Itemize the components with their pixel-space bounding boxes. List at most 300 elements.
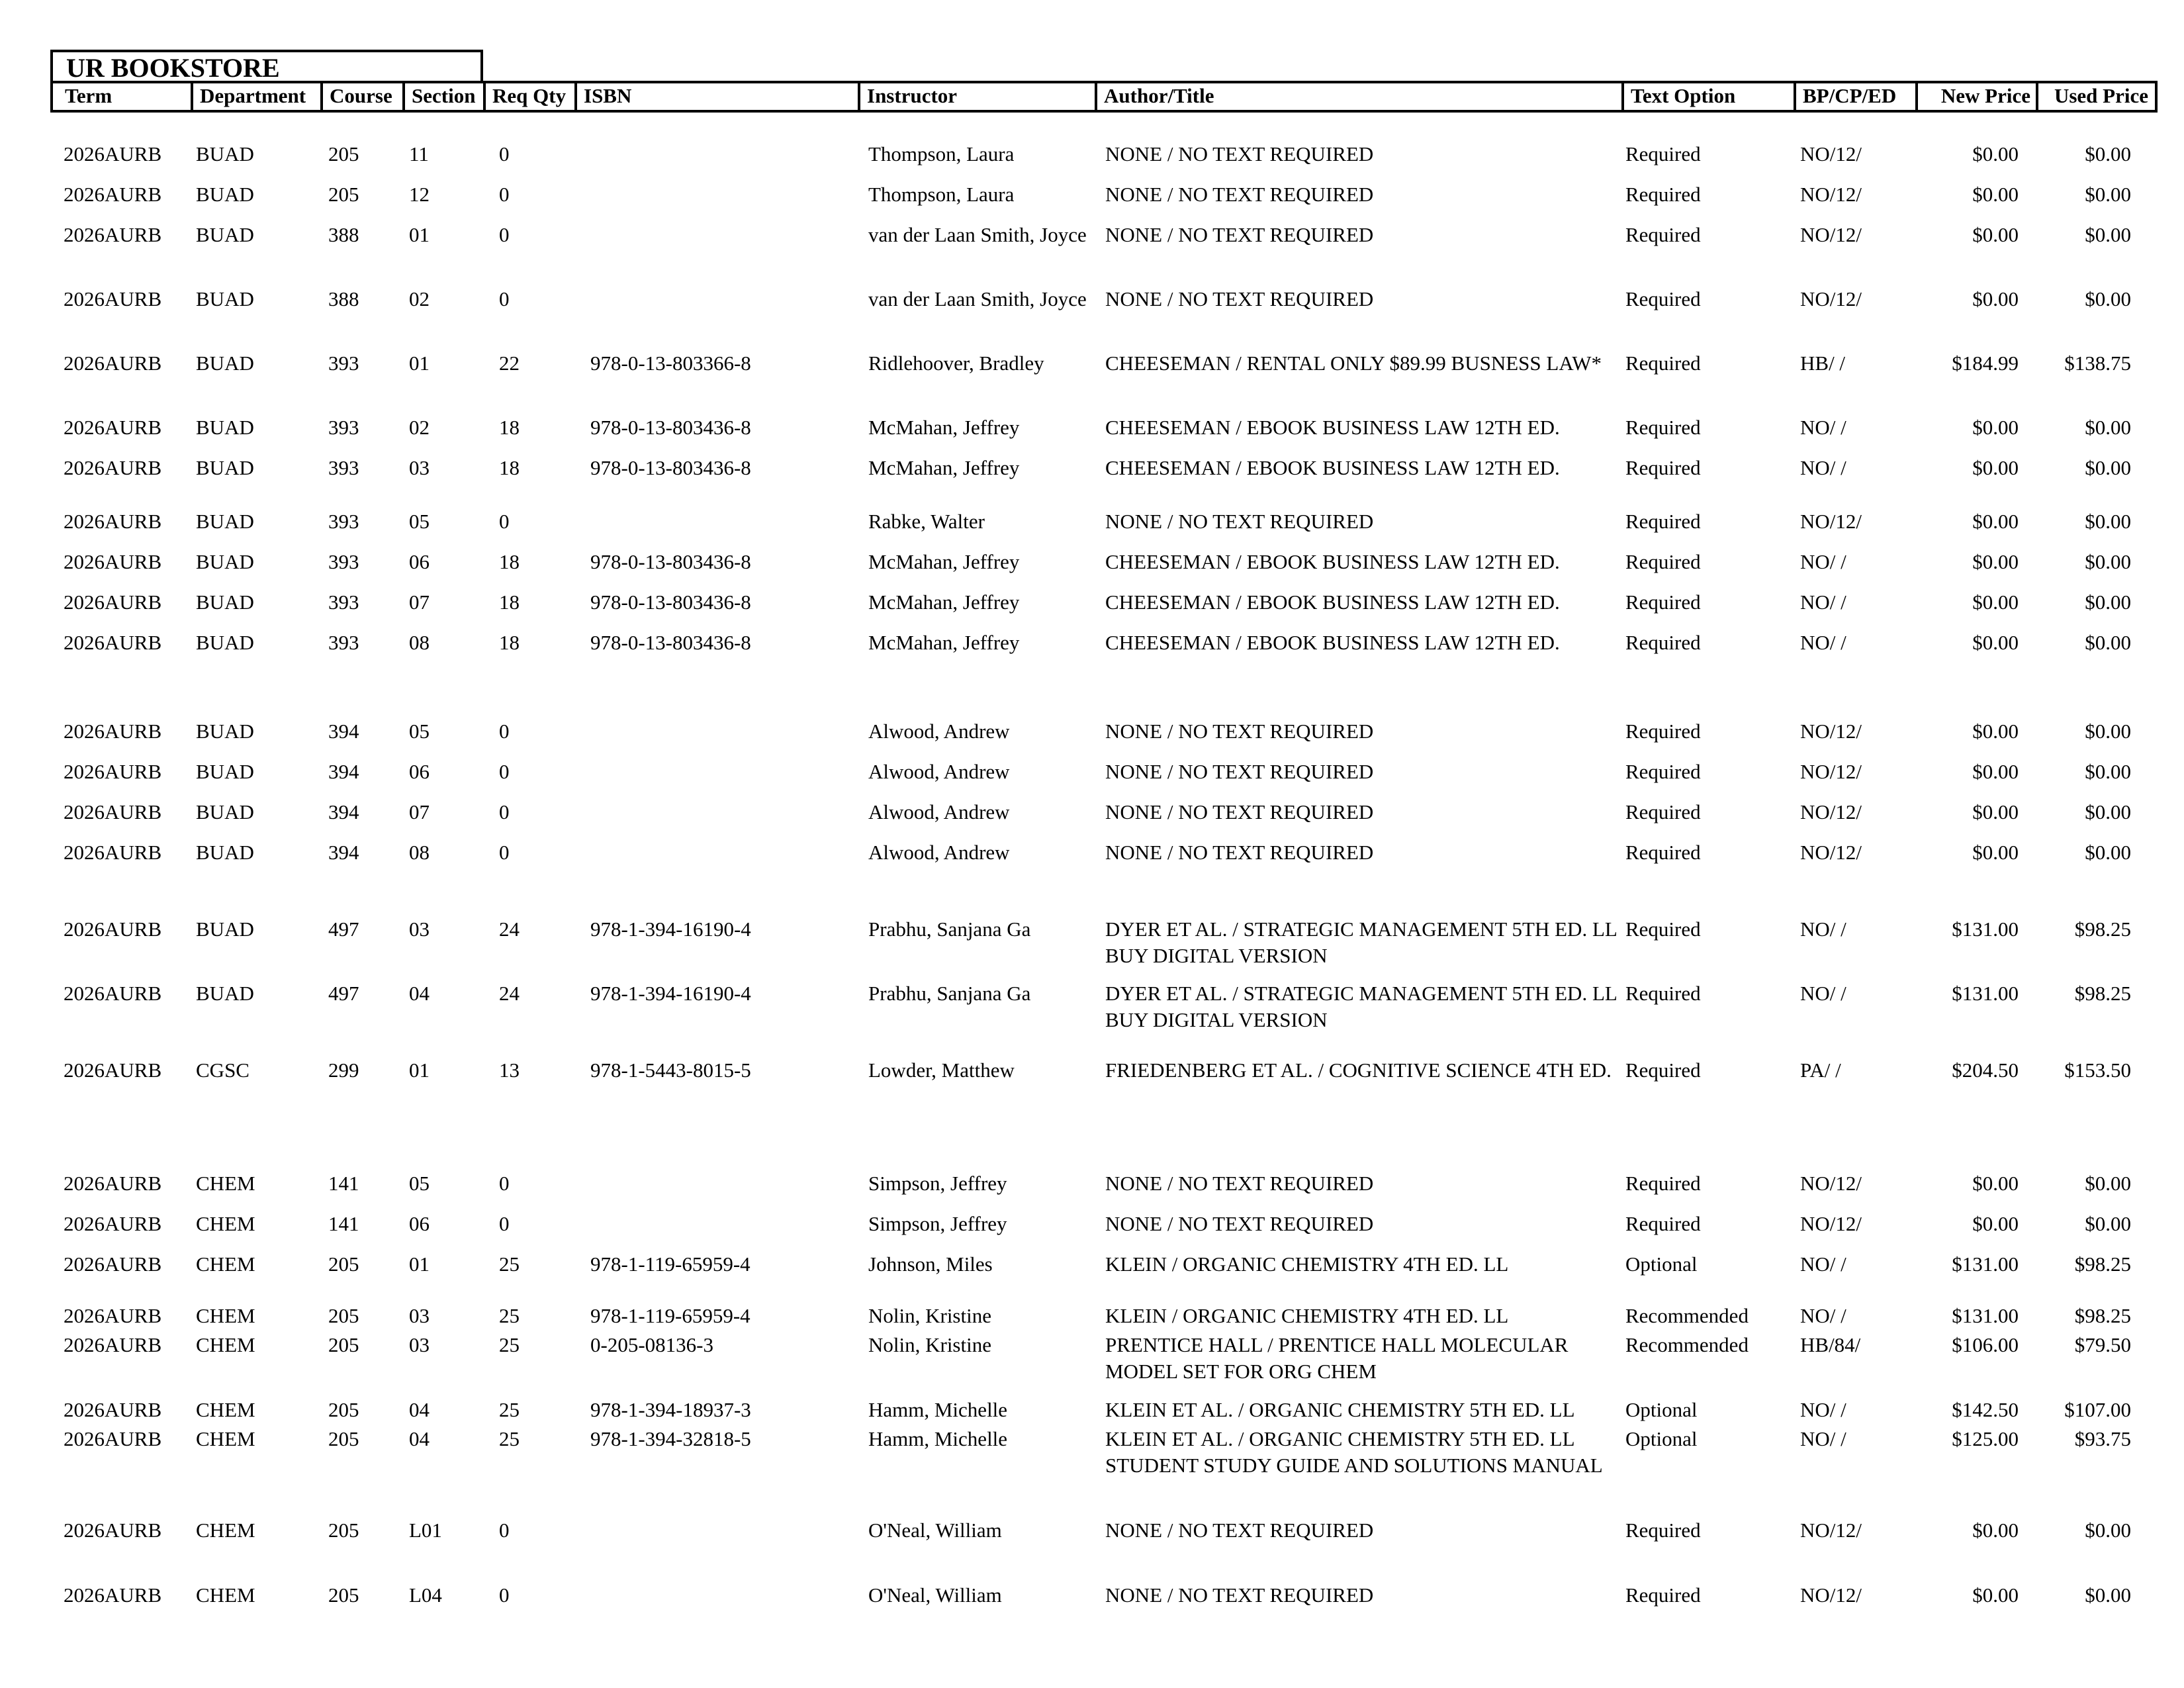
cell-section: 01 bbox=[409, 1252, 430, 1276]
cell-used: $98.25 bbox=[2074, 917, 2131, 941]
cell-instructor: Hamm, Michelle bbox=[868, 1427, 1008, 1450]
cell-bp: NO/ / bbox=[1800, 416, 1846, 439]
cell-isbn: 978-0-13-803436-8 bbox=[590, 550, 751, 573]
report-title: UR BOOKSTORE bbox=[66, 53, 280, 83]
cell-section: 03 bbox=[409, 1333, 430, 1356]
cell-qty: 0 bbox=[499, 142, 510, 165]
cell-isbn: 978-1-119-65959-4 bbox=[590, 1304, 751, 1327]
cell-option: Required bbox=[1625, 1058, 1701, 1082]
cell-qty: 25 bbox=[499, 1427, 520, 1450]
cell-qty: 0 bbox=[499, 1172, 510, 1195]
cell-section: 03 bbox=[409, 1304, 430, 1327]
cell-new: $0.00 bbox=[1972, 456, 2019, 479]
cell-title: FRIEDENBERG ET AL. / COGNITIVE SCIENCE 4TH ED. bbox=[1105, 1058, 1612, 1082]
cell-course: 205 bbox=[328, 1398, 359, 1421]
cell-bp: NO/12/ bbox=[1800, 142, 1862, 165]
cell-section: 07 bbox=[409, 590, 430, 614]
cell-new: $0.00 bbox=[1972, 590, 2019, 614]
cell-title: CHEESEMAN / EBOOK BUSINESS LAW 12TH ED. bbox=[1105, 456, 1560, 479]
cell-instructor: McMahan, Jeffrey bbox=[868, 416, 1020, 439]
cell-course: 205 bbox=[328, 1519, 359, 1542]
cell-instructor: Alwood, Andrew bbox=[868, 800, 1010, 823]
cell-title: KLEIN ET AL. / ORGANIC CHEMISTRY 5TH ED. LL bbox=[1105, 1398, 1575, 1421]
cell-instructor: Nolin, Kristine bbox=[868, 1333, 991, 1356]
cell-option: Optional bbox=[1625, 1427, 1698, 1450]
cell-section: 05 bbox=[409, 720, 430, 743]
cell-title: CHEESEMAN / EBOOK BUSINESS LAW 12TH ED. bbox=[1105, 416, 1560, 439]
cell-bp: NO/12/ bbox=[1800, 287, 1862, 310]
cell-used: $0.00 bbox=[2085, 416, 2131, 439]
cell-section: 05 bbox=[409, 1172, 430, 1195]
cell-bp: NO/ / bbox=[1800, 917, 1846, 941]
cell-term: 2026AURB bbox=[64, 1427, 162, 1450]
cell-used: $0.00 bbox=[2085, 720, 2131, 743]
cell-course: 394 bbox=[328, 841, 359, 864]
cell-qty: 0 bbox=[499, 1583, 510, 1607]
cell-title: NONE / NO TEXT REQUIRED bbox=[1105, 510, 1374, 533]
cell-term: 2026AURB bbox=[64, 510, 162, 533]
column-header-term: Term bbox=[65, 84, 113, 107]
cell-instructor: Hamm, Michelle bbox=[868, 1398, 1008, 1421]
cell-used: $0.00 bbox=[2085, 510, 2131, 533]
cell-section: 06 bbox=[409, 760, 430, 783]
cell-bp: NO/12/ bbox=[1800, 841, 1862, 864]
cell-bp: NO/ / bbox=[1800, 1398, 1846, 1421]
cell-qty: 24 bbox=[499, 982, 520, 1005]
cell-term: 2026AURB bbox=[64, 590, 162, 614]
cell-course: 393 bbox=[328, 456, 359, 479]
cell-bp: NO/12/ bbox=[1800, 760, 1862, 783]
cell-dept: BUAD bbox=[196, 142, 254, 165]
cell-term: 2026AURB bbox=[64, 1252, 162, 1276]
cell-course: 205 bbox=[328, 1252, 359, 1276]
cell-instructor: McMahan, Jeffrey bbox=[868, 590, 1020, 614]
cell-term: 2026AURB bbox=[64, 1583, 162, 1607]
cell-title: NONE / NO TEXT REQUIRED bbox=[1105, 1583, 1374, 1607]
cell-dept: CHEM bbox=[196, 1519, 255, 1542]
cell-title: NONE / NO TEXT REQUIRED bbox=[1105, 1172, 1374, 1195]
column-header-new-price: New Price bbox=[1915, 83, 2036, 110]
cell-isbn: 978-0-13-803436-8 bbox=[590, 456, 751, 479]
cell-title: NONE / NO TEXT REQUIRED bbox=[1105, 287, 1374, 310]
cell-qty: 0 bbox=[499, 800, 510, 823]
cell-qty: 0 bbox=[499, 720, 510, 743]
cell-used: $0.00 bbox=[2085, 550, 2131, 573]
cell-new: $131.00 bbox=[1952, 1252, 2019, 1276]
cell-isbn: 978-1-394-32818-5 bbox=[590, 1427, 751, 1450]
cell-term: 2026AURB bbox=[64, 1058, 162, 1082]
cell-instructor: Thompson, Laura bbox=[868, 142, 1015, 165]
cell-dept: BUAD bbox=[196, 550, 254, 573]
cell-option: Required bbox=[1625, 223, 1701, 246]
cell-dept: BUAD bbox=[196, 223, 254, 246]
cell-term: 2026AURB bbox=[64, 982, 162, 1005]
cell-new: $204.50 bbox=[1952, 1058, 2019, 1082]
cell-option: Required bbox=[1625, 456, 1701, 479]
cell-dept: BUAD bbox=[196, 800, 254, 823]
cell-instructor: Thompson, Laura bbox=[868, 183, 1015, 206]
column-header-department: Department bbox=[191, 83, 320, 110]
cell-used: $138.75 bbox=[2064, 352, 2131, 375]
cell-option: Required bbox=[1625, 1519, 1701, 1542]
cell-dept: BUAD bbox=[196, 760, 254, 783]
cell-option: Optional bbox=[1625, 1398, 1698, 1421]
cell-instructor: O'Neal, William bbox=[868, 1583, 1002, 1607]
cell-used: $0.00 bbox=[2085, 760, 2131, 783]
cell-new: $0.00 bbox=[1972, 550, 2019, 573]
cell-isbn: 978-0-13-803366-8 bbox=[590, 352, 751, 375]
cell-qty: 0 bbox=[499, 287, 510, 310]
cell-bp: NO/ / bbox=[1800, 1427, 1846, 1450]
cell-qty: 0 bbox=[499, 841, 510, 864]
cell-used: $98.25 bbox=[2074, 1304, 2131, 1327]
cell-used: $79.50 bbox=[2074, 1333, 2131, 1356]
cell-instructor: McMahan, Jeffrey bbox=[868, 550, 1020, 573]
cell-course: 393 bbox=[328, 352, 359, 375]
cell-section: 05 bbox=[409, 510, 430, 533]
cell-instructor: Johnson, Miles bbox=[868, 1252, 993, 1276]
cell-dept: BUAD bbox=[196, 841, 254, 864]
cell-option: Required bbox=[1625, 841, 1701, 864]
cell-new: $0.00 bbox=[1972, 223, 2019, 246]
cell-title: DYER ET AL. / STRATEGIC MANAGEMENT 5TH ED. LL BUY DIGITAL VERSION bbox=[1105, 982, 1617, 1031]
cell-course: 394 bbox=[328, 760, 359, 783]
cell-option: Required bbox=[1625, 1583, 1701, 1607]
cell-bp: NO/ / bbox=[1800, 590, 1846, 614]
cell-bp: NO/ / bbox=[1800, 550, 1846, 573]
cell-new: $125.00 bbox=[1952, 1427, 2019, 1450]
cell-title: CHEESEMAN / EBOOK BUSINESS LAW 12TH ED. bbox=[1105, 590, 1560, 614]
cell-title: NONE / NO TEXT REQUIRED bbox=[1105, 720, 1374, 743]
cell-instructor: McMahan, Jeffrey bbox=[868, 631, 1020, 654]
cell-dept: BUAD bbox=[196, 456, 254, 479]
cell-instructor: Nolin, Kristine bbox=[868, 1304, 991, 1327]
cell-bp: NO/ / bbox=[1800, 1304, 1846, 1327]
cell-option: Required bbox=[1625, 800, 1701, 823]
cell-new: $142.50 bbox=[1952, 1398, 2019, 1421]
cell-dept: BUAD bbox=[196, 631, 254, 654]
cell-section: 01 bbox=[409, 223, 430, 246]
cell-term: 2026AURB bbox=[64, 287, 162, 310]
cell-term: 2026AURB bbox=[64, 1519, 162, 1542]
cell-option: Required bbox=[1625, 590, 1701, 614]
cell-course: 141 bbox=[328, 1212, 359, 1235]
cell-course: 141 bbox=[328, 1172, 359, 1195]
cell-qty: 18 bbox=[499, 550, 520, 573]
cell-option: Required bbox=[1625, 510, 1701, 533]
cell-new: $0.00 bbox=[1972, 510, 2019, 533]
cell-section: 06 bbox=[409, 1212, 430, 1235]
cell-title: NONE / NO TEXT REQUIRED bbox=[1105, 223, 1374, 246]
cell-dept: CHEM bbox=[196, 1304, 255, 1327]
cell-section: L04 bbox=[409, 1583, 442, 1607]
cell-course: 205 bbox=[328, 1304, 359, 1327]
cell-option: Required bbox=[1625, 982, 1701, 1005]
cell-term: 2026AURB bbox=[64, 631, 162, 654]
cell-qty: 0 bbox=[499, 223, 510, 246]
cell-dept: BUAD bbox=[196, 287, 254, 310]
cell-used: $93.75 bbox=[2074, 1427, 2131, 1450]
cell-bp: HB/ / bbox=[1800, 352, 1846, 375]
cell-dept: CHEM bbox=[196, 1398, 255, 1421]
cell-term: 2026AURB bbox=[64, 223, 162, 246]
cell-new: $0.00 bbox=[1972, 1519, 2019, 1542]
cell-new: $0.00 bbox=[1972, 142, 2019, 165]
cell-title: CHEESEMAN / EBOOK BUSINESS LAW 12TH ED. bbox=[1105, 550, 1560, 573]
cell-course: 394 bbox=[328, 800, 359, 823]
cell-section: 03 bbox=[409, 917, 430, 941]
column-header-isbn: ISBN bbox=[574, 83, 858, 110]
cell-used: $98.25 bbox=[2074, 982, 2131, 1005]
cell-new: $131.00 bbox=[1952, 982, 2019, 1005]
cell-bp: NO/ / bbox=[1800, 982, 1846, 1005]
cell-section: 06 bbox=[409, 550, 430, 573]
cell-bp: NO/12/ bbox=[1800, 223, 1862, 246]
cell-option: Required bbox=[1625, 287, 1701, 310]
cell-new: $0.00 bbox=[1972, 720, 2019, 743]
cell-isbn: 978-0-13-803436-8 bbox=[590, 590, 751, 614]
cell-new: $0.00 bbox=[1972, 416, 2019, 439]
cell-qty: 0 bbox=[499, 760, 510, 783]
cell-option: Required bbox=[1625, 183, 1701, 206]
cell-section: 03 bbox=[409, 456, 430, 479]
cell-course: 299 bbox=[328, 1058, 359, 1082]
cell-option: Optional bbox=[1625, 1252, 1698, 1276]
cell-bp: NO/ / bbox=[1800, 631, 1846, 654]
cell-section: 08 bbox=[409, 841, 430, 864]
cell-option: Required bbox=[1625, 760, 1701, 783]
column-header-req-qty: Req Qty bbox=[483, 83, 574, 110]
cell-isbn: 978-0-13-803436-8 bbox=[590, 631, 751, 654]
cell-used: $0.00 bbox=[2085, 456, 2131, 479]
cell-bp: NO/ / bbox=[1800, 1252, 1846, 1276]
column-header-text-option: Text Option bbox=[1621, 83, 1794, 110]
cell-dept: CHEM bbox=[196, 1427, 255, 1450]
cell-used: $98.25 bbox=[2074, 1252, 2131, 1276]
cell-bp: NO/12/ bbox=[1800, 1583, 1862, 1607]
cell-term: 2026AURB bbox=[64, 142, 162, 165]
cell-new: $131.00 bbox=[1952, 917, 2019, 941]
cell-term: 2026AURB bbox=[64, 183, 162, 206]
cell-instructor: Ridlehoover, Bradley bbox=[868, 352, 1044, 375]
cell-term: 2026AURB bbox=[64, 1172, 162, 1195]
cell-instructor: Prabhu, Sanjana Ga bbox=[868, 982, 1031, 1005]
cell-option: Required bbox=[1625, 416, 1701, 439]
cell-used: $107.00 bbox=[2064, 1398, 2131, 1421]
cell-qty: 0 bbox=[499, 510, 510, 533]
cell-used: $0.00 bbox=[2085, 223, 2131, 246]
cell-term: 2026AURB bbox=[64, 917, 162, 941]
table-header bbox=[50, 81, 2158, 113]
cell-course: 205 bbox=[328, 183, 359, 206]
cell-bp: NO/12/ bbox=[1800, 1172, 1862, 1195]
cell-isbn: 978-1-394-16190-4 bbox=[590, 917, 751, 941]
cell-dept: BUAD bbox=[196, 510, 254, 533]
cell-isbn: 978-1-119-65959-4 bbox=[590, 1252, 751, 1276]
cell-new: $0.00 bbox=[1972, 841, 2019, 864]
cell-course: 205 bbox=[328, 142, 359, 165]
cell-title: NONE / NO TEXT REQUIRED bbox=[1105, 142, 1374, 165]
cell-used: $0.00 bbox=[2085, 1172, 2131, 1195]
cell-course: 393 bbox=[328, 631, 359, 654]
cell-qty: 0 bbox=[499, 1519, 510, 1542]
cell-dept: BUAD bbox=[196, 416, 254, 439]
cell-dept: BUAD bbox=[196, 917, 254, 941]
cell-dept: CHEM bbox=[196, 1333, 255, 1356]
cell-qty: 25 bbox=[499, 1252, 520, 1276]
cell-bp: NO/ / bbox=[1800, 456, 1846, 479]
cell-term: 2026AURB bbox=[64, 1398, 162, 1421]
cell-qty: 18 bbox=[499, 631, 520, 654]
cell-course: 393 bbox=[328, 510, 359, 533]
cell-title: NONE / NO TEXT REQUIRED bbox=[1105, 800, 1374, 823]
cell-term: 2026AURB bbox=[64, 456, 162, 479]
cell-section: 12 bbox=[409, 183, 430, 206]
cell-title: NONE / NO TEXT REQUIRED bbox=[1105, 183, 1374, 206]
cell-instructor: Lowder, Matthew bbox=[868, 1058, 1015, 1082]
cell-new: $0.00 bbox=[1972, 1212, 2019, 1235]
cell-title: KLEIN / ORGANIC CHEMISTRY 4TH ED. LL bbox=[1105, 1252, 1509, 1276]
cell-used: $0.00 bbox=[2085, 287, 2131, 310]
cell-new: $0.00 bbox=[1972, 631, 2019, 654]
cell-title: NONE / NO TEXT REQUIRED bbox=[1105, 1519, 1374, 1542]
cell-used: $0.00 bbox=[2085, 841, 2131, 864]
cell-bp: PA/ / bbox=[1800, 1058, 1841, 1082]
cell-option: Required bbox=[1625, 1172, 1701, 1195]
cell-bp: NO/12/ bbox=[1800, 183, 1862, 206]
cell-term: 2026AURB bbox=[64, 352, 162, 375]
cell-new: $0.00 bbox=[1972, 287, 2019, 310]
cell-bp: NO/12/ bbox=[1800, 1212, 1862, 1235]
cell-term: 2026AURB bbox=[64, 720, 162, 743]
cell-qty: 0 bbox=[499, 183, 510, 206]
cell-new: $0.00 bbox=[1972, 183, 2019, 206]
cell-option: Required bbox=[1625, 720, 1701, 743]
cell-instructor: McMahan, Jeffrey bbox=[868, 456, 1020, 479]
cell-instructor: O'Neal, William bbox=[868, 1519, 1002, 1542]
cell-used: $0.00 bbox=[2085, 142, 2131, 165]
cell-option: Required bbox=[1625, 142, 1701, 165]
column-header-course: Course bbox=[320, 83, 402, 110]
cell-course: 393 bbox=[328, 416, 359, 439]
cell-section: 11 bbox=[409, 142, 429, 165]
cell-used: $0.00 bbox=[2085, 1519, 2131, 1542]
column-header-instructor: Instructor bbox=[858, 83, 1095, 110]
cell-dept: BUAD bbox=[196, 590, 254, 614]
cell-section: 04 bbox=[409, 982, 430, 1005]
cell-new: $131.00 bbox=[1952, 1304, 2019, 1327]
cell-section: 04 bbox=[409, 1427, 430, 1450]
cell-section: 07 bbox=[409, 800, 430, 823]
cell-course: 394 bbox=[328, 720, 359, 743]
cell-section: 01 bbox=[409, 352, 430, 375]
cell-option: Required bbox=[1625, 917, 1701, 941]
cell-used: $153.50 bbox=[2064, 1058, 2131, 1082]
cell-term: 2026AURB bbox=[64, 760, 162, 783]
cell-option: Recommended bbox=[1625, 1304, 1749, 1327]
cell-dept: BUAD bbox=[196, 183, 254, 206]
cell-course: 205 bbox=[328, 1427, 359, 1450]
cell-course: 393 bbox=[328, 590, 359, 614]
cell-used: $0.00 bbox=[2085, 590, 2131, 614]
column-header-used-price: Used Price bbox=[2036, 83, 2158, 110]
cell-new: $106.00 bbox=[1952, 1333, 2019, 1356]
cell-bp: HB/84/ bbox=[1800, 1333, 1861, 1356]
cell-isbn: 978-1-394-16190-4 bbox=[590, 982, 751, 1005]
cell-course: 388 bbox=[328, 223, 359, 246]
cell-option: Required bbox=[1625, 550, 1701, 573]
cell-used: $0.00 bbox=[2085, 1583, 2131, 1607]
cell-bp: NO/12/ bbox=[1800, 800, 1862, 823]
cell-dept: CHEM bbox=[196, 1252, 255, 1276]
cell-term: 2026AURB bbox=[64, 1304, 162, 1327]
cell-option: Required bbox=[1625, 1212, 1701, 1235]
cell-instructor: van der Laan Smith, Joyce bbox=[868, 287, 1087, 310]
cell-new: $184.99 bbox=[1952, 352, 2019, 375]
cell-dept: CHEM bbox=[196, 1212, 255, 1235]
cell-dept: CGSC bbox=[196, 1058, 250, 1082]
cell-term: 2026AURB bbox=[64, 800, 162, 823]
cell-new: $0.00 bbox=[1972, 1583, 2019, 1607]
cell-qty: 24 bbox=[499, 917, 520, 941]
cell-used: $0.00 bbox=[2085, 631, 2131, 654]
report-title-box bbox=[50, 50, 483, 83]
cell-title: CHEESEMAN / RENTAL ONLY $89.99 BUSNESS LAW* bbox=[1105, 352, 1602, 375]
cell-new: $0.00 bbox=[1972, 800, 2019, 823]
cell-title: KLEIN / ORGANIC CHEMISTRY 4TH ED. LL bbox=[1105, 1304, 1509, 1327]
cell-instructor: Alwood, Andrew bbox=[868, 720, 1010, 743]
cell-section: L01 bbox=[409, 1519, 442, 1542]
cell-title: NONE / NO TEXT REQUIRED bbox=[1105, 1212, 1374, 1235]
cell-course: 497 bbox=[328, 982, 359, 1005]
cell-bp: NO/12/ bbox=[1800, 1519, 1862, 1542]
cell-instructor: Alwood, Andrew bbox=[868, 760, 1010, 783]
cell-title: PRENTICE HALL / PRENTICE HALL MOLECULAR MODEL SET FOR ORG CHEM bbox=[1105, 1333, 1569, 1383]
cell-section: 08 bbox=[409, 631, 430, 654]
cell-title: KLEIN ET AL. / ORGANIC CHEMISTRY 5TH ED. LL STUDENT STUDY GUIDE AND SOLUTIONS MANUAL bbox=[1105, 1427, 1603, 1477]
cell-option: Recommended bbox=[1625, 1333, 1749, 1356]
cell-title: NONE / NO TEXT REQUIRED bbox=[1105, 760, 1374, 783]
cell-course: 388 bbox=[328, 287, 359, 310]
cell-bp: NO/12/ bbox=[1800, 510, 1862, 533]
cell-dept: CHEM bbox=[196, 1583, 255, 1607]
cell-isbn: 978-0-13-803436-8 bbox=[590, 416, 751, 439]
cell-section: 02 bbox=[409, 416, 430, 439]
cell-instructor: Simpson, Jeffrey bbox=[868, 1212, 1007, 1235]
cell-qty: 22 bbox=[499, 352, 520, 375]
cell-isbn: 978-1-5443-8015-5 bbox=[590, 1058, 751, 1082]
cell-qty: 18 bbox=[499, 416, 520, 439]
cell-new: $0.00 bbox=[1972, 760, 2019, 783]
cell-title: CHEESEMAN / EBOOK BUSINESS LAW 12TH ED. bbox=[1105, 631, 1560, 654]
cell-title: DYER ET AL. / STRATEGIC MANAGEMENT 5TH ED. LL BUY DIGITAL VERSION bbox=[1105, 917, 1617, 967]
cell-new: $0.00 bbox=[1972, 1172, 2019, 1195]
cell-isbn: 0-205-08136-3 bbox=[590, 1333, 713, 1356]
cell-course: 205 bbox=[328, 1333, 359, 1356]
cell-term: 2026AURB bbox=[64, 1212, 162, 1235]
cell-dept: BUAD bbox=[196, 982, 254, 1005]
cell-section: 01 bbox=[409, 1058, 430, 1082]
column-header-section: Section bbox=[402, 83, 483, 110]
cell-used: $0.00 bbox=[2085, 1212, 2131, 1235]
cell-qty: 18 bbox=[499, 456, 520, 479]
cell-dept: BUAD bbox=[196, 352, 254, 375]
cell-instructor: Alwood, Andrew bbox=[868, 841, 1010, 864]
cell-dept: CHEM bbox=[196, 1172, 255, 1195]
column-header-author-title: Author/Title bbox=[1095, 83, 1621, 110]
cell-course: 393 bbox=[328, 550, 359, 573]
cell-option: Required bbox=[1625, 352, 1701, 375]
